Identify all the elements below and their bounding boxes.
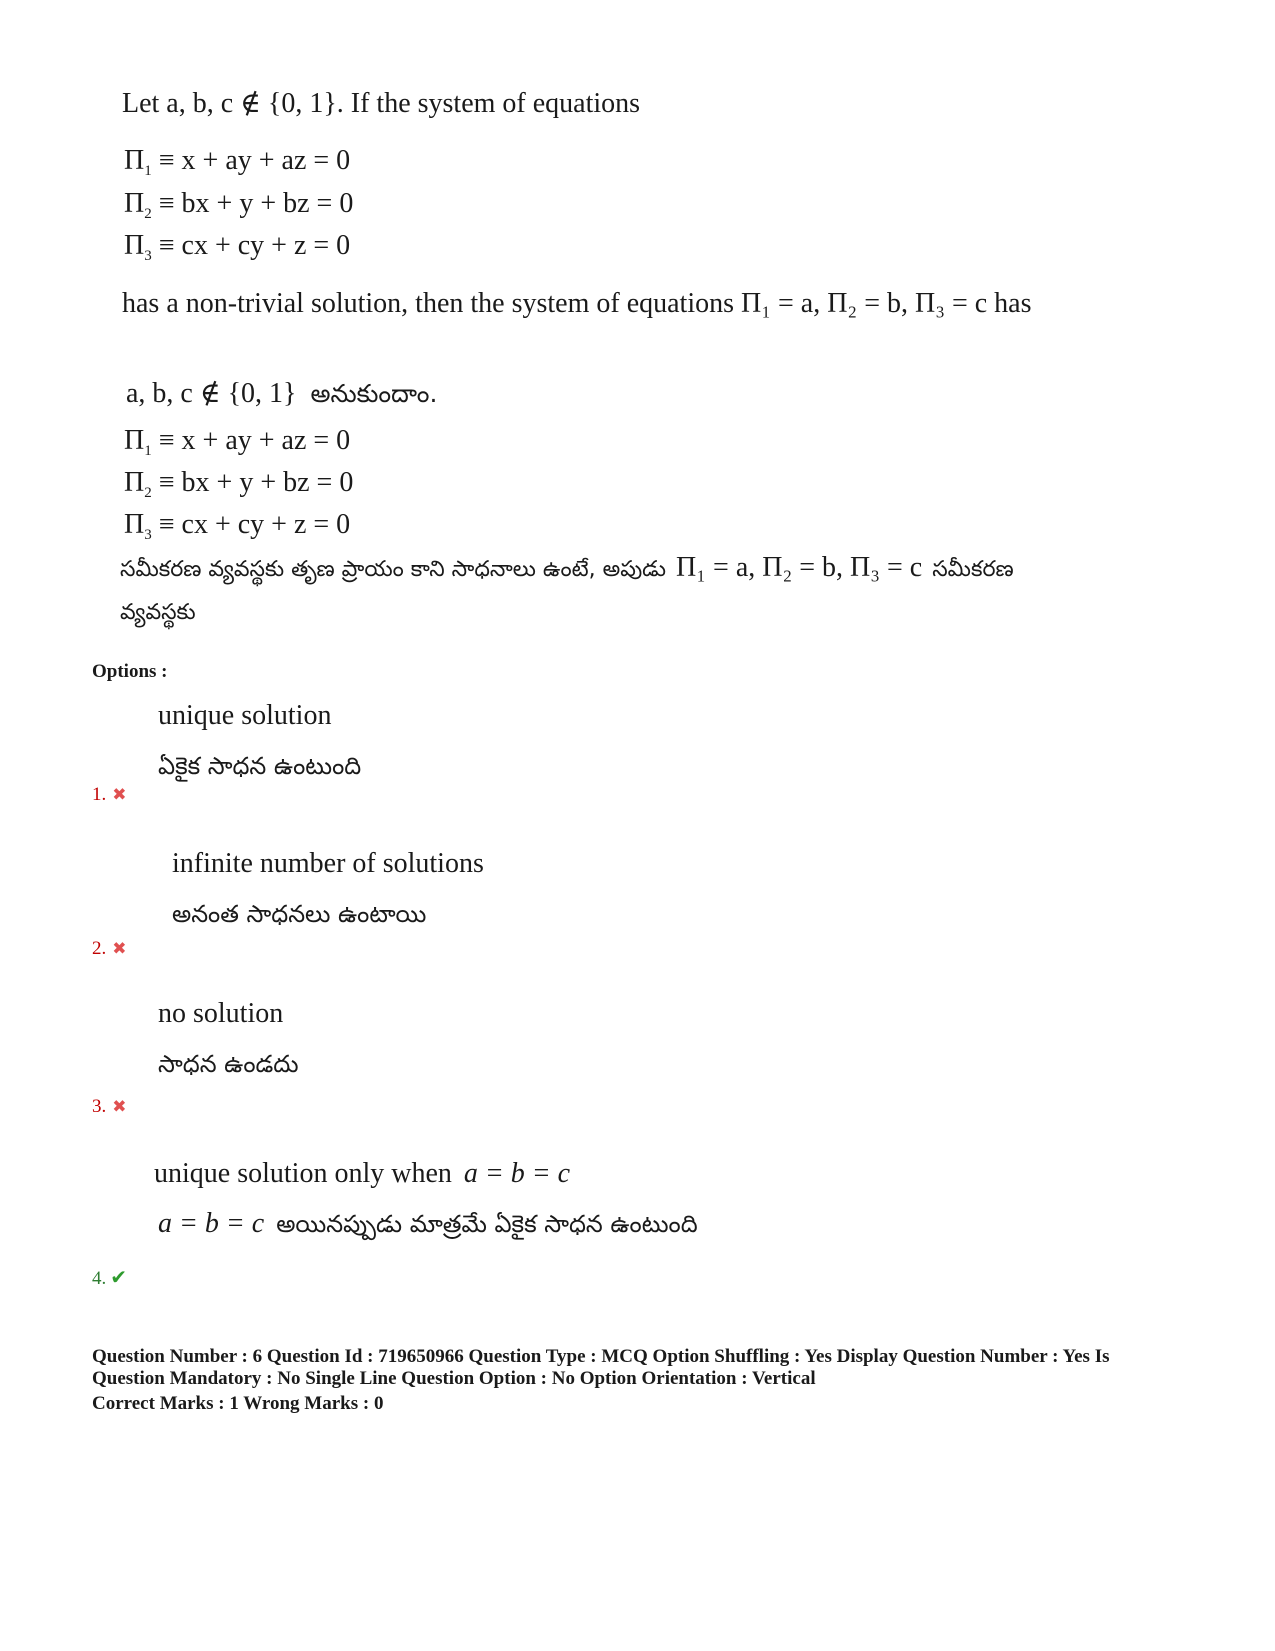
option-3-en: no solution [158, 998, 284, 1029]
option-number: 2. [92, 938, 107, 959]
te-intro-text: అనుకుందాం. [310, 379, 438, 408]
option-4-marker[interactable] [92, 1265, 127, 1290]
equation-2 [124, 188, 353, 223]
equation-subscript: 2 [144, 206, 152, 222]
te-equation-1 [124, 425, 350, 460]
option-4-te-math: a = b = c [158, 1208, 265, 1239]
question-marks: Correct Marks : 1 Wrong Marks : 0 [92, 1393, 384, 1414]
check-icon: ✔ [110, 1267, 128, 1289]
question-conclusion: has a non-trivial solution, then the system of equations Π₁ = a, Π₂ = b, Π₃ = c has [122, 288, 1032, 319]
equation-rhs: ≡ x + ay + az = 0 [158, 145, 351, 176]
question-te-line2: వ్యవస్థకు [120, 600, 196, 625]
te-equation-3 [124, 509, 350, 544]
equation-lhs: Π [124, 230, 145, 261]
equation-subscript: 3 [144, 248, 152, 264]
option-1-en: unique solution [158, 700, 332, 731]
option-3-marker[interactable] [92, 1096, 127, 1118]
option-2-marker[interactable] [92, 938, 127, 960]
equation-rhs: ≡ cx + cy + z = 0 [158, 509, 351, 540]
cross-icon: ✖ [112, 939, 127, 958]
option-number: 4. [92, 1268, 107, 1289]
equation-rhs: ≡ bx + y + bz = 0 [158, 467, 354, 498]
option-4-en-text: unique solution only when [154, 1158, 452, 1189]
equation-lhs: Π [124, 425, 145, 456]
option-4-te-text: అయినప్పుడు మాత్రమే ఏకైక సాధన ఉంటుంది [276, 1210, 698, 1238]
option-number: 3. [92, 1096, 107, 1117]
equation-lhs: Π [124, 145, 145, 176]
equation-3 [124, 230, 350, 265]
equation-rhs: ≡ x + ay + az = 0 [158, 425, 351, 456]
te-equation-2 [124, 467, 353, 502]
te-line1-text-a: సమీకరణ వ్యవస్థకు తృణ ప్రాయం కాని సాధనాలు ఉంటే, అపుడు [120, 557, 667, 582]
option-2-en: infinite number of solutions [172, 848, 484, 879]
question-intro: Let a, b, c ∉ {0, 1}. If the system of equations [122, 88, 641, 119]
cross-icon: ✖ [112, 785, 127, 804]
te-line1-text-b: సమీకరణ [932, 557, 1014, 582]
equation-subscript: 1 [144, 163, 152, 179]
option-number: 1. [92, 784, 107, 805]
equation-rhs: ≡ bx + y + bz = 0 [158, 188, 354, 219]
question-metadata-line1: Question Number : 6 Question Id : 719650966 Question Type : MCQ Option Shuffling : Yes Display Question Number : Yes Is [92, 1346, 1110, 1367]
te-intro-math: a, b, c ∉ {0, 1} [126, 378, 297, 409]
question-te-line1 [120, 552, 1014, 587]
question-metadata-line2: Question Mandatory : No Single Line Question Option : No Option Orientation : Vertical [92, 1368, 816, 1389]
equation-lhs: Π [124, 188, 145, 219]
option-1-te: ఏకైక సాధన ఉంటుంది [158, 752, 362, 780]
option-2-te: అనంత సాధనలు ఉంటాయి [172, 900, 427, 928]
equation-lhs: Π [124, 467, 145, 498]
question-te-intro [126, 376, 437, 415]
equation-1 [124, 145, 350, 180]
equation-subscript: 2 [144, 485, 152, 501]
option-4-en [154, 1158, 570, 1190]
equation-rhs: ≡ cx + cy + z = 0 [158, 230, 351, 261]
equation-lhs: Π [124, 509, 145, 540]
option-3-te: సాధన ఉండదు [158, 1050, 299, 1078]
option-1-marker[interactable] [92, 784, 127, 806]
te-line1-math: Π₁ = a, Π₂ = b, Π₃ = c [676, 552, 923, 583]
option-4-en-math: a = b = c [463, 1158, 571, 1189]
equation-subscript: 1 [144, 443, 152, 459]
cross-icon: ✖ [112, 1097, 127, 1116]
options-label: Options : [92, 661, 168, 682]
equation-subscript: 3 [144, 527, 152, 543]
option-4-te [158, 1208, 698, 1244]
